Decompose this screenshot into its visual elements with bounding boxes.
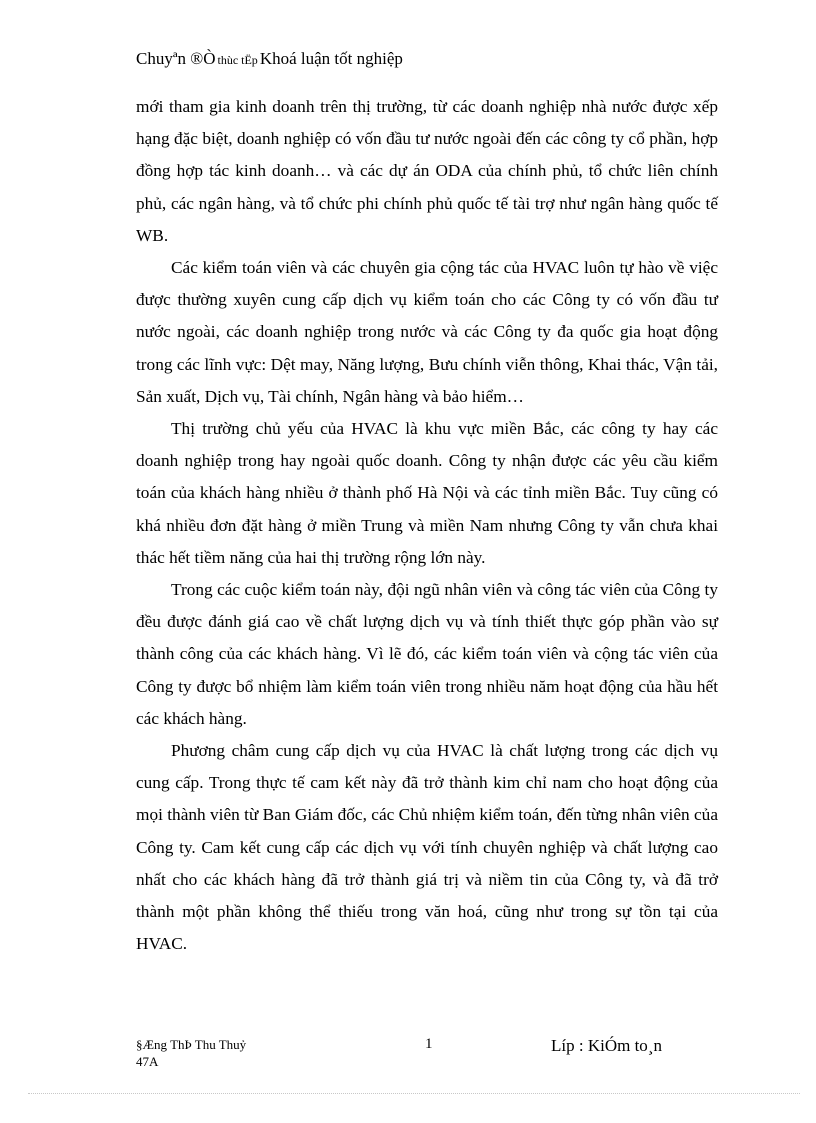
footer-author-class: 47A <box>136 1054 159 1069</box>
page-number: 1 <box>425 1036 433 1052</box>
paragraph-5: Phương châm cung cấp dịch vụ của HVAC là chất lượng trong các dịch vụ cung cấp. Trong thực tế cam kết này đã trở thành kim chỉ nam cho hoạt động của mọi thành viên từ Ban Giám đốc, các Chủ nhiệm kiểm toán, đến từng nhân viên của Công ty. Cam kết cung cấp các dịch vụ với tính chuyên nghiệp và chất lượng cao nhất cho các khách hàng đã trở thành giá trị và niềm tin của Công ty, và đã trở thành một phần không thể thiếu trong văn hoá, cũng như trong sự tồn tại của HVAC. <box>136 741 718 954</box>
page-footer <box>0 1036 816 1076</box>
header-part-2: ®Ò <box>190 49 216 68</box>
header-part-1: Chuyªn <box>136 49 187 68</box>
paragraph-4: Trong các cuộc kiểm toán này, đội ngũ nhân viên và công tác viên của Công ty đều được đánh giá cao về chất lượng dịch vụ và tính thiết thực góp phần vào sự thành công của các khách hàng. Vì lẽ đó, các kiểm toán viên và cộng tác viên của Công ty được bổ nhiệm làm kiểm toán viên trong nhiều năm hoạt động của hầu hết các khách hàng. <box>136 580 718 728</box>
page-header <box>136 49 403 69</box>
paragraph-3: Thị trường chủ yếu của HVAC là khu vực miền Bắc, các công ty hay các doanh nghiệp trong hay ngoài quốc doanh. Công ty nhận được các yêu cầu kiểm toán của khách hàng nhiều ở thành phố Hà Nội và các tỉnh miền Bắc. Tuy cũng có khá nhiều đơn đặt hàng ở miền Trung và miền Nam nhưng Công ty vẫn chưa khai thác hết tiềm năng của hai thị trường rộng lớn này. <box>136 419 718 567</box>
paragraph-2: Các kiểm toán viên và các chuyên gia cộng tác của HVAC luôn tự hào về việc được thường xuyên cung cấp dịch vụ kiểm toán cho các Công ty có vốn đầu tư nước ngoài, các doanh nghiệp trong nước và các Công ty đa quốc gia hoạt động trong các lĩnh vực: Dệt may, Năng lượng, Bưu chính viễn thông, Khai thác, Vận tải, Sản xuất, Dịch vụ, Tài chính, Ngân hàng và bảo hiểm… <box>136 258 718 406</box>
page-bottom-divider <box>28 1093 800 1094</box>
footer-author <box>136 1036 246 1070</box>
header-title: Khoá luận tốt nghiệp <box>259 49 403 68</box>
header-part-3: thùc tËp <box>217 53 258 67</box>
footer-class-label: Líp : KiÓm to¸n <box>551 1036 662 1055</box>
document-body <box>136 91 718 960</box>
footer-author-name: §Æng ThÞ Thu Thuỷ <box>136 1037 247 1052</box>
paragraph-1: mới tham gia kinh doanh trên thị trường, từ các doanh nghiệp nhà nước được xếp hạng đặc biệt, doanh nghiệp có vốn đầu tư nước ngoài đến các công ty cổ phần, hợp đồng hợp tác kinh doanh… và các dự án ODA của chính phủ, tổ chức liên chính phủ, các ngân hàng, và tổ chức phi chính phủ quốc tế tài trợ như ngân hàng quốc tế WB. <box>136 97 718 245</box>
